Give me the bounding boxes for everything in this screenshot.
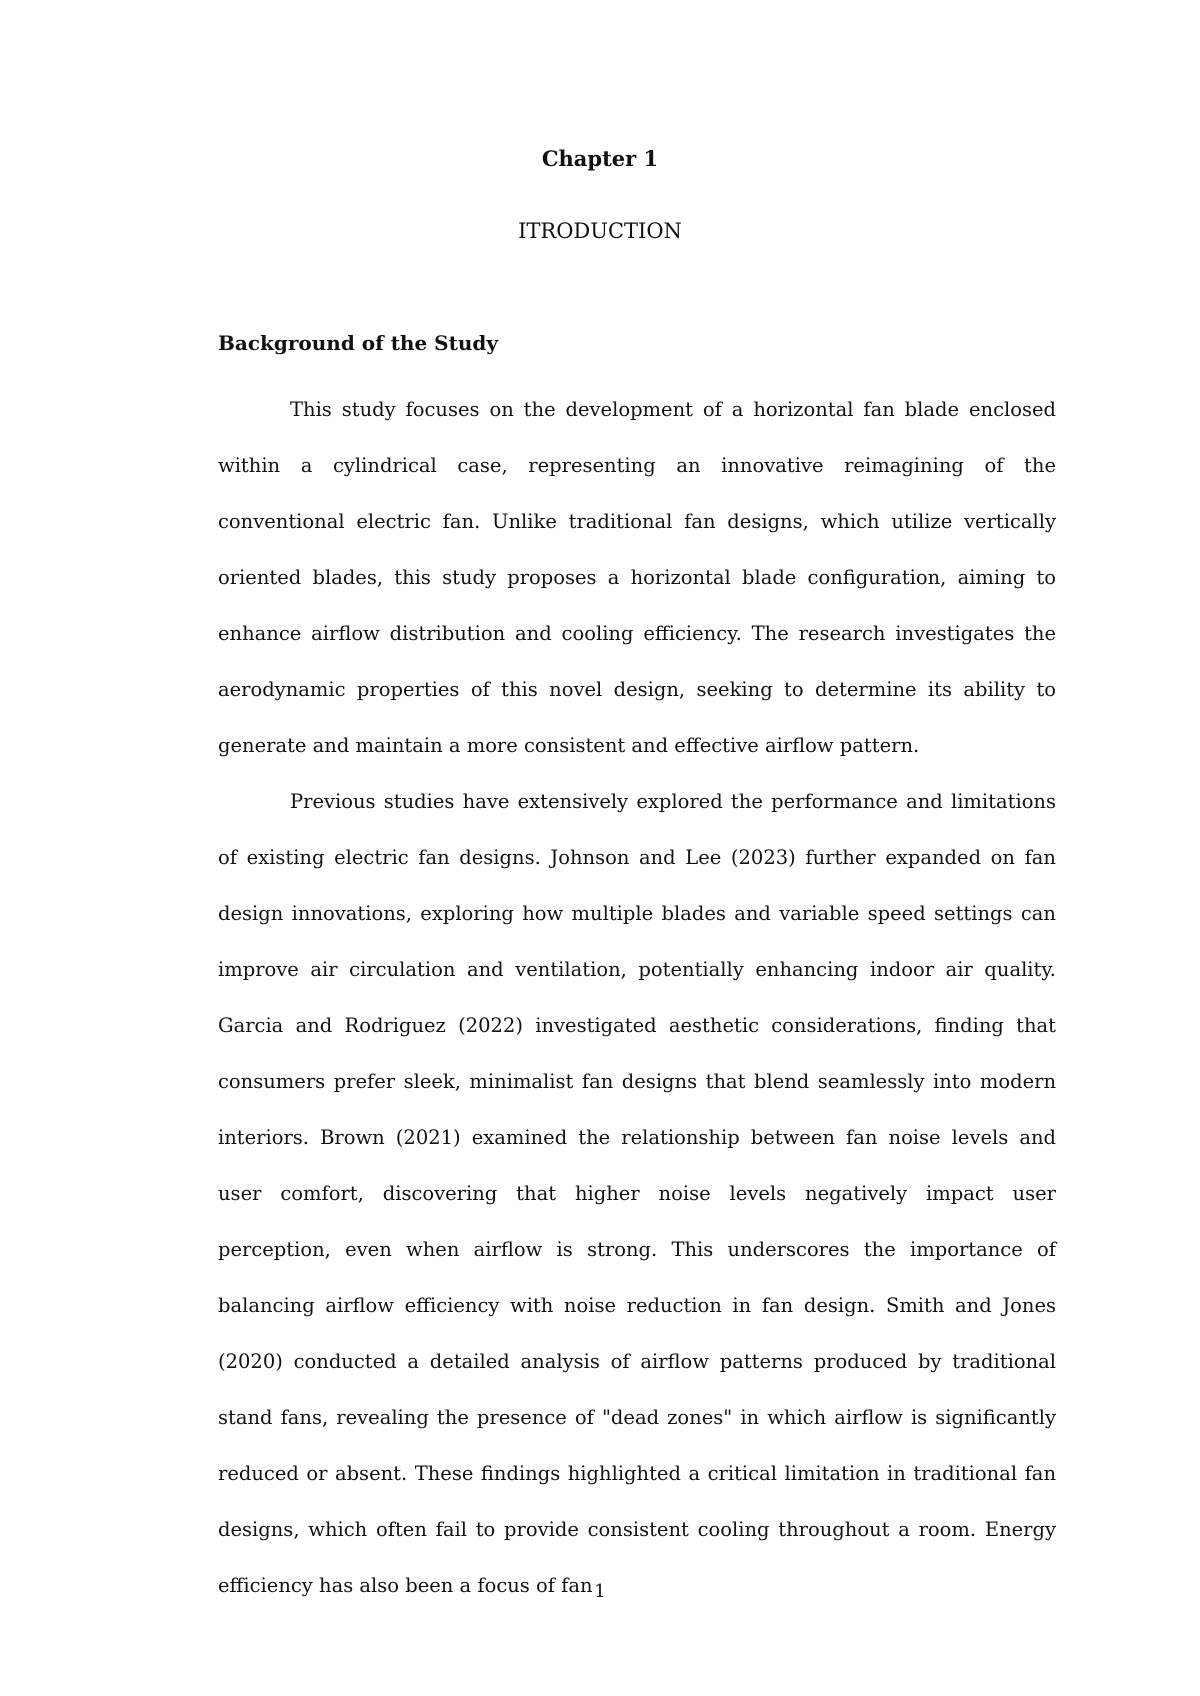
paragraph-1: This study focuses on the development of a horizontal fan blade enclosed within a cylindrical case, representing an innovative reimagining of the conventional electric fan. Unlike traditional fan designs, which utilize vertically oriented blades, this study proposes a horizontal blade configuration, aiming to enhance airflow distribution and cooling efficiency. The research investigates the aerodynamic properties of this novel design, seeking to determine its ability to generate and maintain a more consistent and effective airflow pattern. <box>218 398 1056 757</box>
body-text <box>218 382 1056 1614</box>
chapter-label: Chapter 1 <box>541 146 659 171</box>
page-number: 1 <box>594 1581 606 1602</box>
chapter-title: ITRODUCTION <box>518 219 682 243</box>
section-heading: Background of the Study <box>218 331 498 355</box>
paragraph-2: Previous studies have extensively explored the performance and limitations of existing electric fan designs. Johnson and Lee (2023) further expanded on fan design innovations, exploring how multiple blades and variable speed settings can improve air circulation and ventilation, potentially enhancing indoor air quality. Garcia and Rodriguez (2022) investigated aesthetic considerations, finding that consumers prefer sleek, minimalist fan designs that blend seamlessly into modern interiors. Brown (2021) examined the relationship between fan noise levels and user comfort, discovering that higher noise levels negatively impact user perception, even when airflow is strong. This underscores the importance of balancing airflow efficiency with noise reduction in fan design. Smith and Jones (2020) conducted a detailed analysis of airflow patterns produced by traditional stand fans, revealing the presence of "dead zones" in which airflow is significantly reduced or absent. These findings highlighted a critical limitation in traditional fan designs, which often fail to provide consistent cooling throughout a room. Energy efficiency has also been a focus of fan <box>218 790 1056 1597</box>
